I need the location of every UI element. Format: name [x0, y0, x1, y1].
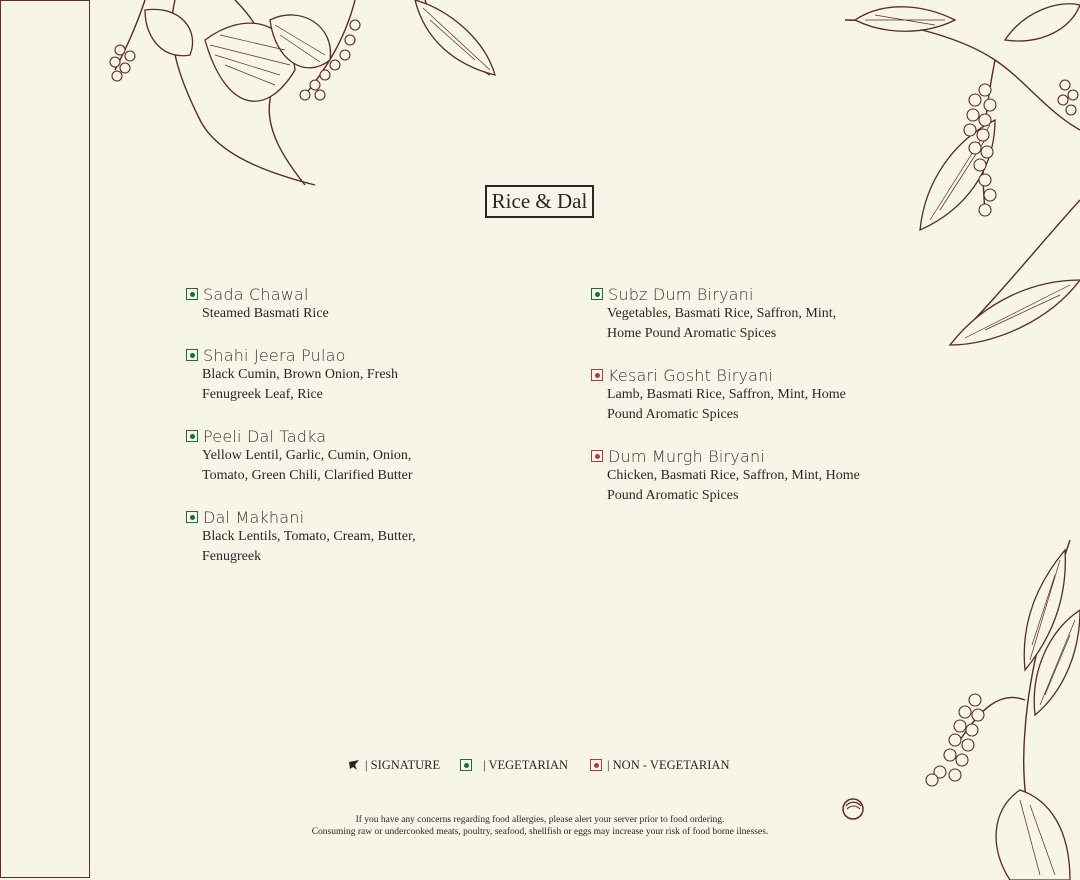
section-title: Rice & Dal — [485, 185, 594, 218]
legend-vegetarian — [460, 758, 568, 773]
vegetarian-icon — [186, 511, 198, 523]
menu-item-description: Black Cumin, Brown Onion, Fresh Fenugreek Leaf, Rice — [202, 367, 398, 402]
menu-item-description: Steamed Basmati Rice — [202, 306, 329, 321]
allergy-notice-line-2: Consuming raw or undercooked meats, poultry, seafood, shellfish or eggs may increase your risk of food borne ilnesses. — [311, 827, 769, 837]
non-vegetarian-icon — [591, 450, 603, 462]
menu-item — [591, 365, 861, 425]
vegetarian-icon — [186, 288, 198, 300]
legend-vegetarian-label: | VEGETARIAN — [483, 757, 569, 772]
menu-item-header — [591, 284, 861, 304]
menu-item-header — [591, 446, 861, 466]
allergy-notice — [0, 814, 1080, 838]
menu-item-description: Black Lentils, Tomato, Cream, Butter, Fenugreek — [202, 529, 416, 564]
menu-item-description: Yellow Lentil, Garlic, Cumin, Onion, Tomato, Green Chili, Clarified Butter — [202, 448, 413, 483]
menu-item-header — [186, 426, 456, 446]
menu-item-header — [186, 507, 456, 527]
menu-item-header — [186, 284, 456, 304]
menu-column-left — [186, 284, 456, 588]
menu-item-name: Shahi Jeera Pulao — [203, 345, 346, 365]
menu-item — [186, 284, 456, 324]
menu-item — [186, 507, 456, 567]
menu-column-right — [591, 284, 861, 527]
vegetarian-icon — [591, 288, 603, 300]
menu-item-header — [591, 365, 861, 385]
menu-item-name: Subz Dum Biryani — [608, 284, 754, 304]
signature-icon — [348, 759, 360, 771]
menu-item-name: Peeli Dal Tadka — [203, 426, 327, 446]
vegetarian-icon — [186, 430, 198, 442]
non-vegetarian-icon — [591, 369, 603, 381]
menu-item — [186, 345, 456, 405]
menu-item-description: Lamb, Basmati Rice, Saffron, Mint, Home Pound Aromatic Spices — [607, 387, 846, 422]
legend-signature — [348, 758, 440, 773]
legend-non-vegetarian — [590, 758, 729, 773]
vegetarian-icon — [460, 759, 472, 771]
legend-non-vegetarian-label: | NON - VEGETARIAN — [607, 757, 730, 772]
menu-item-name: Dal Makhani — [203, 507, 305, 527]
legend — [348, 757, 748, 773]
menu-item-name: Dum Murgh Biryani — [608, 446, 765, 466]
vegetarian-icon — [186, 349, 198, 361]
menu-item — [591, 284, 861, 344]
menu-item-header — [186, 345, 456, 365]
menu-item — [186, 426, 456, 486]
menu-item-description: Vegetables, Basmati Rice, Saffron, Mint, Home Pound Aromatic Spices — [607, 306, 837, 341]
legend-signature-label: | SIGNATURE — [365, 757, 441, 772]
allergy-notice-line-1: If you have any concerns regarding food allergies, please alert your server prior to food ordering. — [355, 815, 725, 825]
menu-item-description: Chicken, Basmati Rice, Saffron, Mint, Home Pound Aromatic Spices — [607, 468, 860, 503]
non-vegetarian-icon — [590, 759, 602, 771]
menu-item — [591, 446, 861, 506]
side-panel — [0, 0, 90, 878]
pepper-vine-illustration-top-right — [845, 0, 1080, 350]
menu-item-name: Kesari Gosht Biryani — [608, 365, 774, 385]
pepper-vine-illustration-top-left — [105, 0, 505, 190]
menu-item-name: Sada Chawal — [203, 284, 309, 304]
